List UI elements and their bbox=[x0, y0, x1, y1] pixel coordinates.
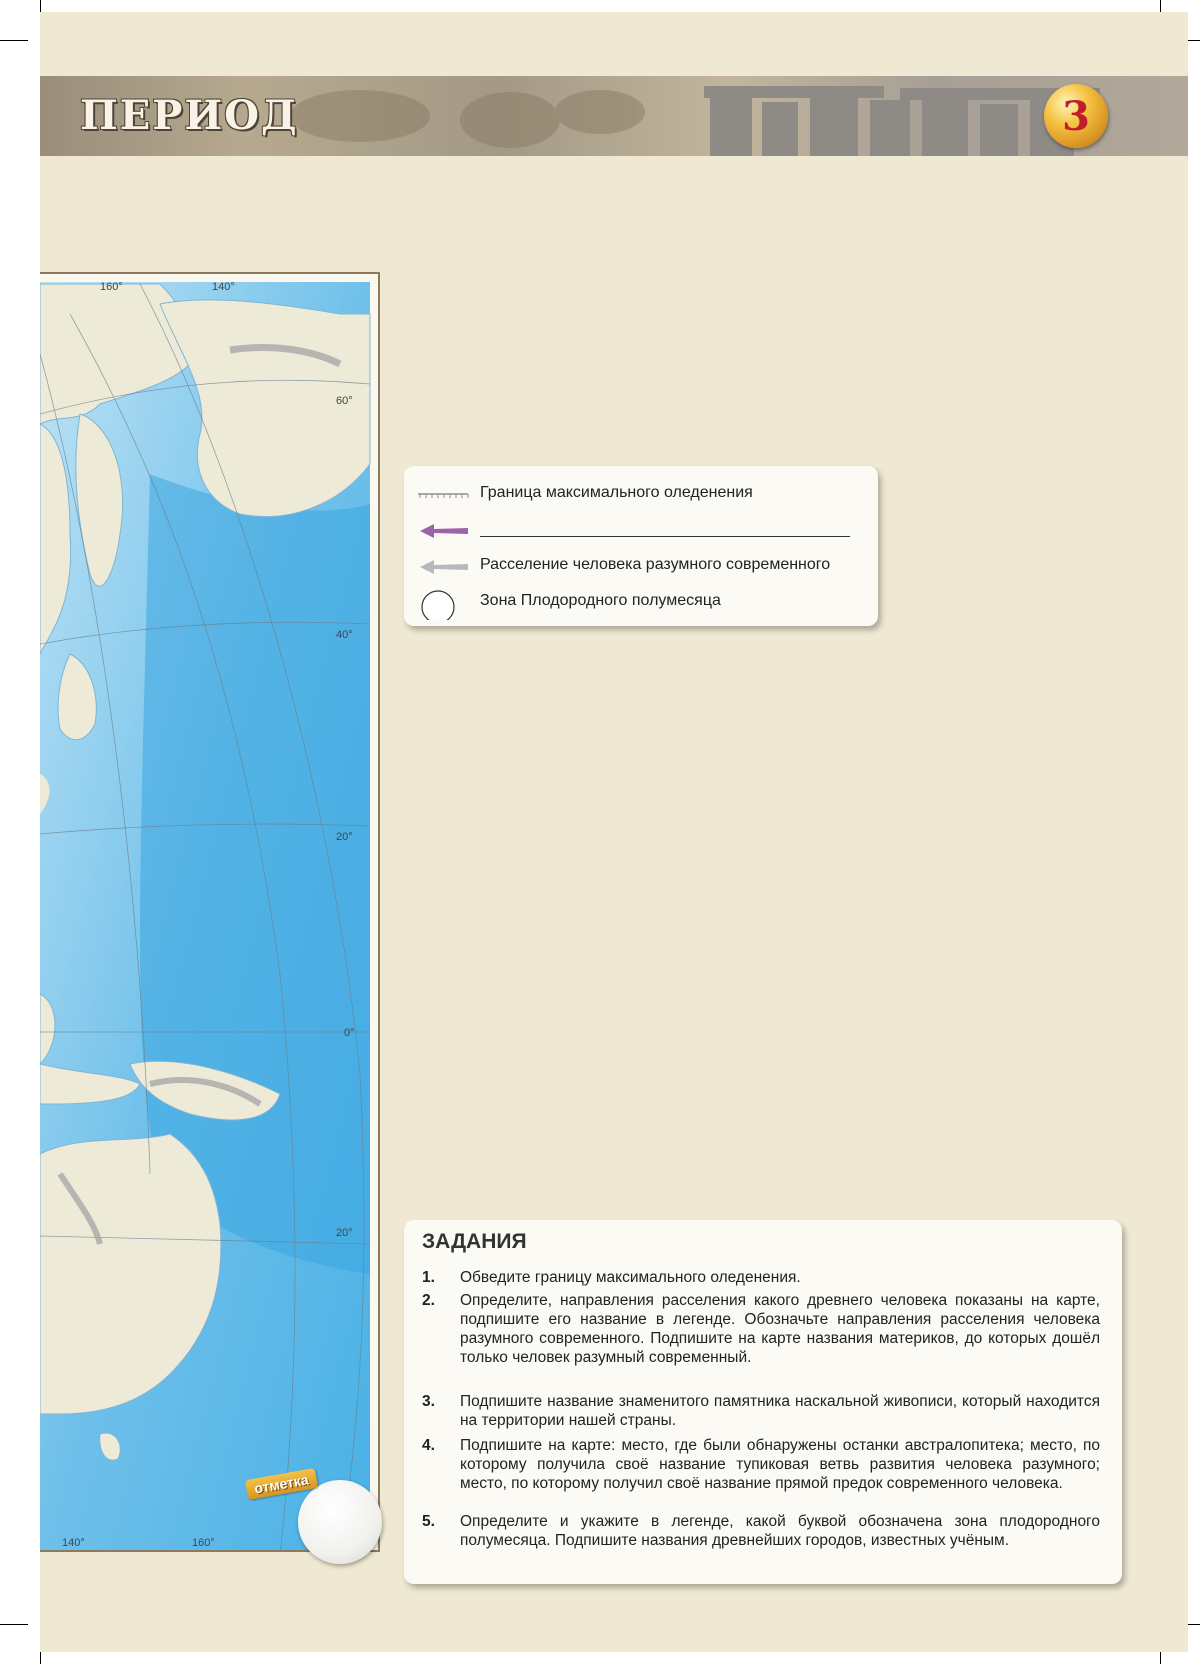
gray-arrow-icon bbox=[416, 554, 470, 580]
page-title: ПЕРИОД bbox=[80, 92, 299, 139]
legend-text: Зона Плодородного полумесяца bbox=[480, 592, 721, 609]
coord-label: 0° bbox=[344, 1027, 355, 1039]
task-item bbox=[422, 1291, 1100, 1367]
mark-circle[interactable] bbox=[298, 1480, 382, 1564]
crop-mark bbox=[0, 40, 28, 41]
task-text: Определите, направления расселения какого древнего человека показаны на карте, подпишите его название в легенде. Обозначьте направления расселения человека разумного современного. Подпишите на карте названия материков, до которых дошёл только человек разумный современный. bbox=[460, 1292, 1100, 1366]
task-item bbox=[422, 1512, 1100, 1550]
legend bbox=[404, 466, 878, 626]
legend-blank-line[interactable] bbox=[480, 536, 850, 537]
legend-item bbox=[404, 516, 878, 546]
mark-tag[interactable]: отметка bbox=[245, 1468, 318, 1500]
task-number: 5. bbox=[422, 1513, 435, 1530]
legend-text: Граница максимального оледенения bbox=[480, 484, 753, 501]
task-text: Подпишите на карте: место, где были обнаружены останки австралопитека; место, по которому получила своё название тупиковая ветвь развития человека разумного; место, по которому получил своё название прямой предок современного человека. bbox=[460, 1437, 1100, 1492]
task-item bbox=[422, 1268, 1100, 1287]
task-number: 4. bbox=[422, 1437, 435, 1454]
crop-mark bbox=[0, 1624, 28, 1625]
legend-item bbox=[404, 552, 878, 582]
coord-label: 20° bbox=[336, 1227, 353, 1239]
legend-item bbox=[404, 480, 878, 510]
task-text: Обведите границу максимального оледенения. bbox=[460, 1269, 801, 1286]
legend-text: Расселение человека разумного современного bbox=[480, 556, 831, 573]
legend-item bbox=[404, 588, 878, 618]
coord-label: 160° bbox=[192, 1537, 215, 1549]
coord-label: 160° bbox=[100, 281, 123, 293]
task-item bbox=[422, 1392, 1100, 1430]
task-text: Подпишите название знаменитого памятника наскальной живописи, который находится на территории нашей страны. bbox=[460, 1393, 1100, 1429]
header-banner bbox=[40, 76, 1188, 156]
purple-arrow-icon bbox=[416, 518, 470, 544]
circle-icon[interactable] bbox=[416, 584, 470, 620]
coord-label: 40° bbox=[336, 629, 353, 641]
coord-label: 140° bbox=[62, 1537, 85, 1549]
task-text: Определите и укажите в легенде, какой буквой обозначена зона плодородного полумесяца. Подпишите названия древнейших городов, известных учёным. bbox=[460, 1513, 1100, 1549]
tasks-title: ЗАДАНИЯ bbox=[422, 1230, 527, 1253]
task-number: 1. bbox=[422, 1269, 435, 1286]
coord-label: 20° bbox=[336, 831, 353, 843]
task-number: 2. bbox=[422, 1292, 435, 1309]
task-number: 3. bbox=[422, 1393, 435, 1410]
map[interactable] bbox=[40, 272, 380, 1552]
map-drawing bbox=[40, 274, 380, 1552]
period-number-badge: 3 bbox=[1044, 84, 1108, 148]
coord-label: 140° bbox=[212, 281, 235, 293]
tasks-panel bbox=[404, 1220, 1122, 1584]
coord-label: 60° bbox=[336, 395, 353, 407]
task-item bbox=[422, 1436, 1100, 1493]
glaciation-border-icon bbox=[416, 482, 470, 508]
